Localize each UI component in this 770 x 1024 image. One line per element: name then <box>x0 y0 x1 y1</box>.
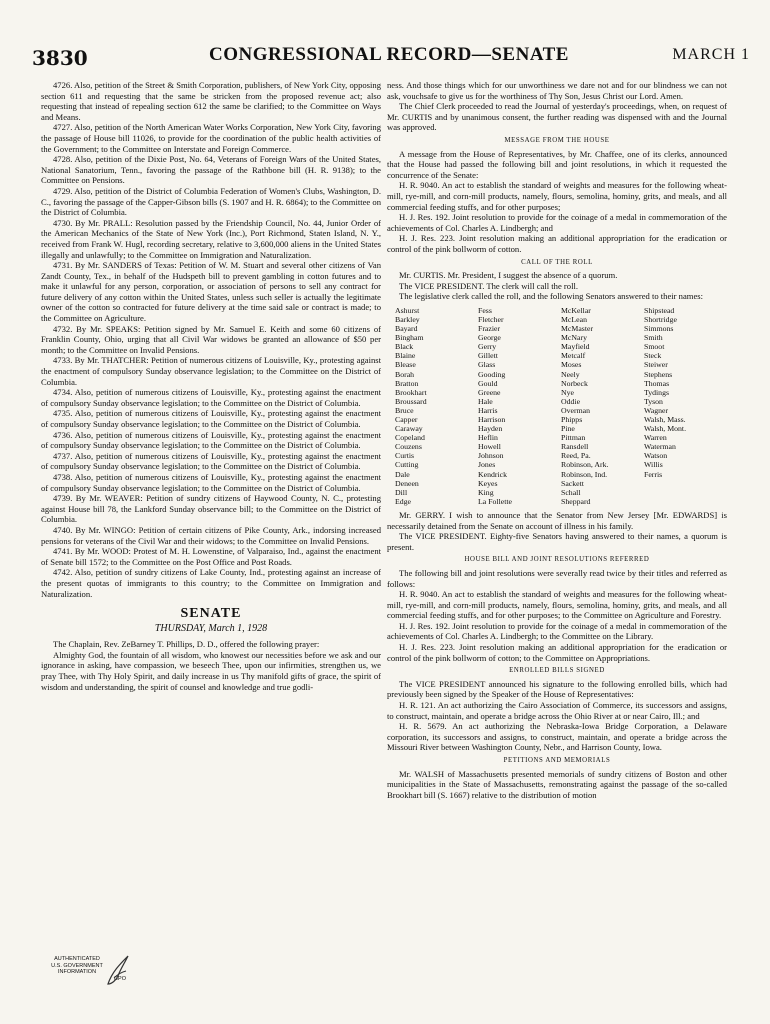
enrolled-paragraph: The VICE PRESIDENT announced his signature to the following enrolled bills, which had previously been signed by the Speaker of the House of Representatives: <box>387 678 727 700</box>
clerk-paragraph: The legislative clerk called the roll, and the following Senators answered to their names: <box>399 291 704 302</box>
petition-paragraph: 4742. Also, petition of sundry citizens of Lake County, Ind., protesting against an increase of the present quotas of immigrants to this country; to the Committee on Immigration and Naturalization. <box>41 567 381 599</box>
senator-name: Robinson, Ind. <box>561 469 608 479</box>
senator-name: Walsh, Mass. <box>644 415 686 424</box>
senator-name: Keyes <box>478 478 498 488</box>
senator-name: Hayden <box>478 424 503 434</box>
bill-paragraph: H. J. Res. 192. Joint resolution to provide for the coinage of a medal in commemoration of the achievements of Col. Charles A. Lindbergh; to the Committee on the Library. <box>387 620 727 642</box>
senator-name: Thomas <box>644 378 670 388</box>
senator-name: Oddie <box>561 396 581 406</box>
senate-heading: SENATE <box>180 606 242 622</box>
senator-name <box>644 479 727 488</box>
senator-name: Pittman <box>561 433 586 443</box>
session-date: THURSDAY, March 1, 1928 <box>154 622 268 634</box>
senator-name: Shortridge <box>644 314 677 324</box>
senator-name: Borah <box>395 369 415 379</box>
petition-paragraph: 4739. By Mr. WEAVER: Petition of sundry citizens of Haywood County, N. C., protesting against House bill 78, the Lankford Sunday observance bill; to the Committee on the District of Columbia. <box>41 493 381 525</box>
senator-name: Watson <box>644 451 668 461</box>
right-column <box>387 80 727 988</box>
senator-name: Overman <box>561 405 591 415</box>
senator-name: Dale <box>395 469 410 479</box>
senator-name: Metcalf <box>561 351 586 361</box>
seal-line: AUTHENTICATED <box>54 956 100 962</box>
senator-name: Glass <box>478 360 496 370</box>
senator-name: Jones <box>478 460 496 470</box>
left-column <box>41 80 381 988</box>
senator-name: La Follette <box>478 496 512 506</box>
senator-name: Gooding <box>478 369 506 379</box>
senator-name: Gerry <box>478 342 497 352</box>
gpo-authentication-seal <box>44 954 130 992</box>
senator-name: Walsh, Mont. <box>644 424 687 434</box>
senator-name: Blaine <box>395 351 416 361</box>
senator-name: McNary <box>561 333 587 343</box>
bill-paragraph: H. R. 9040. An act to establish the standard of weights and measures for the following wheat-mill, rye-mill, and corn-mill products, namely, flours, semolina, hominy, grits, and meals, and all commercial feeding stuffs, and for other purposes; <box>387 180 727 212</box>
senator-name: Willis <box>644 460 663 470</box>
senator-name: Pine <box>561 424 575 434</box>
senator-name: Fletcher <box>478 314 504 324</box>
section-heading: ENROLLED BILLS SIGNED <box>509 667 605 675</box>
senator-name: Tydings <box>644 387 670 397</box>
senator-name: Broussard <box>395 396 427 406</box>
senator-name: King <box>478 487 494 497</box>
journal-paragraph: The Chief Clerk proceeded to read the Journal of yesterday's proceedings, when, on request of Mr. CURTIS and by unanimous consent, the further reading was dispensed with and the Journal was approved. <box>387 101 727 133</box>
senator-name: Phipps <box>561 415 583 424</box>
senator-name: Copeland <box>395 433 425 443</box>
vp-paragraph: The VICE PRESIDENT. The clerk will call the roll. <box>399 280 578 291</box>
seal-line: U.S. GOVERNMENT <box>51 962 103 969</box>
bill-paragraph: H. J. Res. 192. Joint resolution to provide for the coinage of a medal in commemoration of the achievements of Col. Charles A. Lindbergh; and <box>387 212 727 233</box>
senator-name: Sackett <box>561 478 584 488</box>
prayer-paragraph: Almighty God, the fountain of all wisdom, who knowest our necessities before we ask and our ignorance in asking, have compassion, we beseech Thee, upon our infirmities, strengthen us, we pray Thee, with Thy Holy Spirit, and daily increase in us Thy manifold gifts of grace, the spirit of wisdom and understanding, the spirit of counsel and knowledge and true godli- <box>41 649 381 692</box>
senator-name: Mayfield <box>561 342 590 352</box>
senator-name: Black <box>395 342 414 352</box>
vp-quorum-paragraph: The VICE PRESIDENT. Eighty-five Senators having answered to their names, a quorum is present. <box>387 531 727 552</box>
senator-name: Stephens <box>644 369 673 379</box>
senator-name: Shipstead <box>644 305 675 315</box>
seal-line: INFORMATION <box>57 969 97 976</box>
senator-name: Robinson, Ark. <box>561 460 609 470</box>
message-paragraph: A message from the House of Representatives, by Mr. Chaffee, one of its clerks, announced that the House had passed the following bill and joint resolutions, in which it requested the concurrence of the Senate: <box>387 148 727 180</box>
senator-name: Bayard <box>395 324 418 334</box>
senator-name: Tyson <box>644 396 663 406</box>
page-date: MARCH 1 <box>672 46 750 63</box>
senator-name: Ferris <box>644 469 663 479</box>
section-heading: MESSAGE FROM THE HOUSE <box>504 136 610 144</box>
senator-name: Kendrick <box>478 469 508 479</box>
senator-name: Waterman <box>644 442 676 452</box>
senator-name: Ransdell <box>561 442 589 452</box>
senator-name: Howell <box>478 442 501 452</box>
senator-name: Brookhart <box>395 387 427 397</box>
gerry-paragraph: Mr. GERRY. I wish to announce that the Senator from New Jersey [Mr. EDWARDS] is necessarily detained from the Senate on account of illness in his family. <box>387 509 727 531</box>
eagle-icon <box>104 954 130 988</box>
petition-paragraph: 4726. Also, petition of the Street & Smith Corporation, publishers, of New York City, opposing section 611 and requesting that the same be stricken from the proposed revenue act; also requesting that instead of repealing section 612 the same be clarified; to the Committee on Ways and Means. <box>41 80 381 122</box>
senator-name: Simmons <box>644 324 674 334</box>
senator-name: Heflin <box>478 433 498 443</box>
senator-roll-list <box>395 306 727 506</box>
petition-paragraph: 4732. By Mr. SPEAKS: Petition signed by Mr. Samuel E. Keith and some 60 citizens of Franklin County, Ohio, urging that all Civil War widows be granted an allowance of $50 per month; to the Committee on Invalid Pensions. <box>41 323 381 355</box>
section-heading: HOUSE BILL AND JOINT RESOLUTIONS REFERRED <box>464 556 650 564</box>
section-heading: CALL OF THE ROLL <box>521 258 593 266</box>
senator-name: Nye <box>561 387 574 397</box>
senator-name: Bruce <box>395 405 414 415</box>
senator-name: Ashurst <box>395 305 420 315</box>
petition-paragraph: 4730. By Mr. PRALL: Resolution passed by the Friendship Council, No. 44, Junior Order of the American Mechanics of the State of New York (Inc.), Port Richmond, Staten Island, N. Y., received from Frank W. Hugl, recording secretary, relative to 3,600,000 aliens in the United States illegally and unlawfully; to the Committee on Immigration and Naturalization. <box>41 217 381 260</box>
petition-paragraph: 4741. By Mr. WOOD: Protest of M. H. Lowenstine, of Valparaiso, Ind., against the enactment of Senate bill 1572; to the Committee on the Post Office and Post Roads. <box>41 546 381 567</box>
petition-paragraph: 4736. Also, petition of numerous citizens of Louisville, Ky., protesting against the enactment of compulsory Sunday observance legislation; to the Committee on the District of Columbia. <box>41 429 381 451</box>
senator-name: Caraway <box>395 424 423 434</box>
senator-name: Norbeck <box>561 378 588 388</box>
senator-name: McLean <box>561 314 587 324</box>
walsh-paragraph: Mr. WALSH of Massachusetts presented memorials of sundry citizens of Boston and other municipalities in the State of Massachusetts, remonstrating against the passage of the so-called Brookhart bill (S. 1667) relative to the distribution of motion <box>387 768 727 800</box>
senator-name: Harrison <box>478 415 506 424</box>
senator-name: Gillett <box>478 351 498 361</box>
senator-name: McMaster <box>561 324 594 334</box>
petition-paragraph: 4735. Also, petition of numerous citizens of Louisville, Ky., protesting against the enactment of compulsory Sunday observance legislation; to the Committee on the District of Columbia. <box>41 408 381 429</box>
senator-name: Bratton <box>395 378 419 388</box>
referred-paragraph: The following bill and joint resolutions were severally read twice by their titles and referred as follows: <box>387 567 727 589</box>
senator-name: Dill <box>395 487 408 497</box>
petition-paragraph: 4727. Also, petition of the North American Water Works Corporation, New York City, favoring the passage of House bill 11026, to provide for the coordination of the public health activities of the Government; to the Committee on Interstate and Foreign Commerce. <box>41 122 381 154</box>
senator-name <box>644 497 727 506</box>
senator-name: Frazier <box>478 324 501 334</box>
senator-name: McKellar <box>561 305 591 315</box>
petition-paragraph: 4728. Also, petition of the Dixie Post, No. 64, Veterans of Foreign Wars of the United States, National Sanatorium, Tenn., favoring the passage of the Rathbone bill (H. R. 9138); to the Committee on Pensions. <box>41 154 381 186</box>
senator-name: Schall <box>561 487 581 497</box>
bill-paragraph: H. R. 5679. An act authorizing the Nebraska-Iowa Bridge Corporation, a Delaware corporation, its successors and assigns, to construct, maintain, and operate a bridge across the Missouri River between Washington County, Nebr., and Harrison County, Iowa. <box>387 721 727 753</box>
bill-paragraph: H. J. Res. 223. Joint resolution making an additional appropriation for the eradication or control of the pink bollworm of cotton. <box>387 233 727 254</box>
petition-paragraph: 4731. By Mr. SANDERS of Texas: Petition of W. M. Stuart and several other citizens of Van Zandt County, Tex., in behalf of the Hudspeth bill to prevent gambling in cotton futures and to make it unlawful for any person, corporation, or association of persons to sell any contract for future delivery of any cotton within the United States, unless such seller is actually the legitimate owner of the cotton so contracted for future delivery at the time said sale or contract is made; to the Committee on Agriculture. <box>41 260 381 324</box>
petition-paragraph: 4738. Also, petition of numerous citizens of Louisville, Ky., protesting against the enactment of compulsory Sunday observance legislation; to the Committee on the District of Columbia. <box>41 471 381 493</box>
senator-name: Blease <box>395 360 416 370</box>
petition-paragraph: 4733. By Mr. THATCHER: Petition of numerous citizens of Louisville, Ky., protesting against the enactment of compulsory Sunday observance legislation; to the Committee on the District of Columbia. <box>41 355 381 387</box>
senator-name: Greene <box>478 387 501 397</box>
petition-paragraph: 4740. By Mr. WINGO: Petition of certain citizens of Pike County, Ark., indorsing increased pensions for veterans of the Civil War and their widows; to the Committee on Invalid Pensions. <box>41 524 381 546</box>
section-heading: PETITIONS AND MEMORIALS <box>503 757 611 764</box>
senator-name: George <box>478 333 501 343</box>
page-number: 3830 <box>32 46 88 70</box>
curtis-paragraph: Mr. CURTIS. Mr. President, I suggest the absence of a quorum. <box>399 270 618 281</box>
chaplain-paragraph: The Chaplain, Rev. ZeBarney T. Phillips, D. D., offered the following prayer: <box>53 639 320 650</box>
page-header <box>28 40 750 74</box>
senator-name: Couzens <box>395 442 422 452</box>
petition-list <box>41 80 381 599</box>
petition-paragraph: 4729. Also, petition of the District of Columbia Federation of Women's Clubs, Washington, D. C., favoring the passage of the Capper-Gibson bills (S. 1907 and H. R. 6864); to the Committee on the District of Columbia. <box>41 185 381 218</box>
senator-name: Steiwer <box>644 360 668 370</box>
prayer-continuation: ness. And those things which for our unworthiness we dare not and for our blindness we can not ask, vouchsafe to give us for the worthiness of Thy Son, Jesus Christ our Lord. Amen. <box>387 80 727 101</box>
senator-name: Smoot <box>644 342 665 352</box>
senator-name: Neely <box>561 369 580 379</box>
senator-name: Bingham <box>395 333 424 343</box>
senator-name: Fess <box>478 305 492 315</box>
page-title: CONGRESSIONAL RECORD—SENATE <box>209 44 569 65</box>
senator-name: Cutting <box>395 460 419 470</box>
senator-name: Barkley <box>395 314 420 324</box>
bill-paragraph: H. R. 121. An act authorizing the Cairo Association of Commerce, its successors and assigns, to construct, maintain, and operate a bridge across the Ohio River at or near Cairo, Ill.; and <box>387 700 727 721</box>
senator-name: Hale <box>478 396 493 406</box>
senator-name: Harris <box>478 405 498 415</box>
senator-name: Gould <box>478 378 498 388</box>
senator-name: Deneen <box>395 478 419 488</box>
senator-name: Johnson <box>478 451 504 461</box>
senator-name: Edge <box>395 496 412 506</box>
senator-name: Capper <box>395 415 418 424</box>
senator-name: Reed, Pa. <box>561 451 591 461</box>
senator-name: Sheppard <box>561 496 591 506</box>
senator-name: Curtis <box>395 451 415 461</box>
bill-paragraph: H. J. Res. 223. Joint resolution making an additional appropriation for the eradication or control of the pink bollworm of cotton; to the Committee on Appropriations. <box>387 642 727 663</box>
senator-name: Smith <box>644 333 663 343</box>
seal-line: GPO <box>113 975 126 982</box>
senator-name: Warren <box>644 433 667 443</box>
petition-paragraph: 4734. Also, petition of numerous citizens of Louisville, Ky., protesting against the enactment of compulsory Sunday observance legislation; to the Committee on the District of Columbia. <box>41 387 381 408</box>
petition-paragraph: 4737. Also, petition of numerous citizens of Louisville, Ky., protesting against the enactment of compulsory Sunday observance legislation; to the Committee on the District of Columbia. <box>41 450 381 472</box>
senator-name: Moses <box>561 360 582 370</box>
senator-name: Steck <box>644 351 662 361</box>
senator-name: Wagner <box>644 405 669 415</box>
senator-name <box>644 488 727 497</box>
bill-paragraph: H. R. 9040. An act to establish the standard of weights and measures for the following wheat-mill, rye-mill, and corn-mill products, namely, flours, semolina, hominy, grits, and meals, and all commercial feeding stuffs, and for other purposes; to the Committee on Agriculture and Forestry. <box>387 589 727 621</box>
